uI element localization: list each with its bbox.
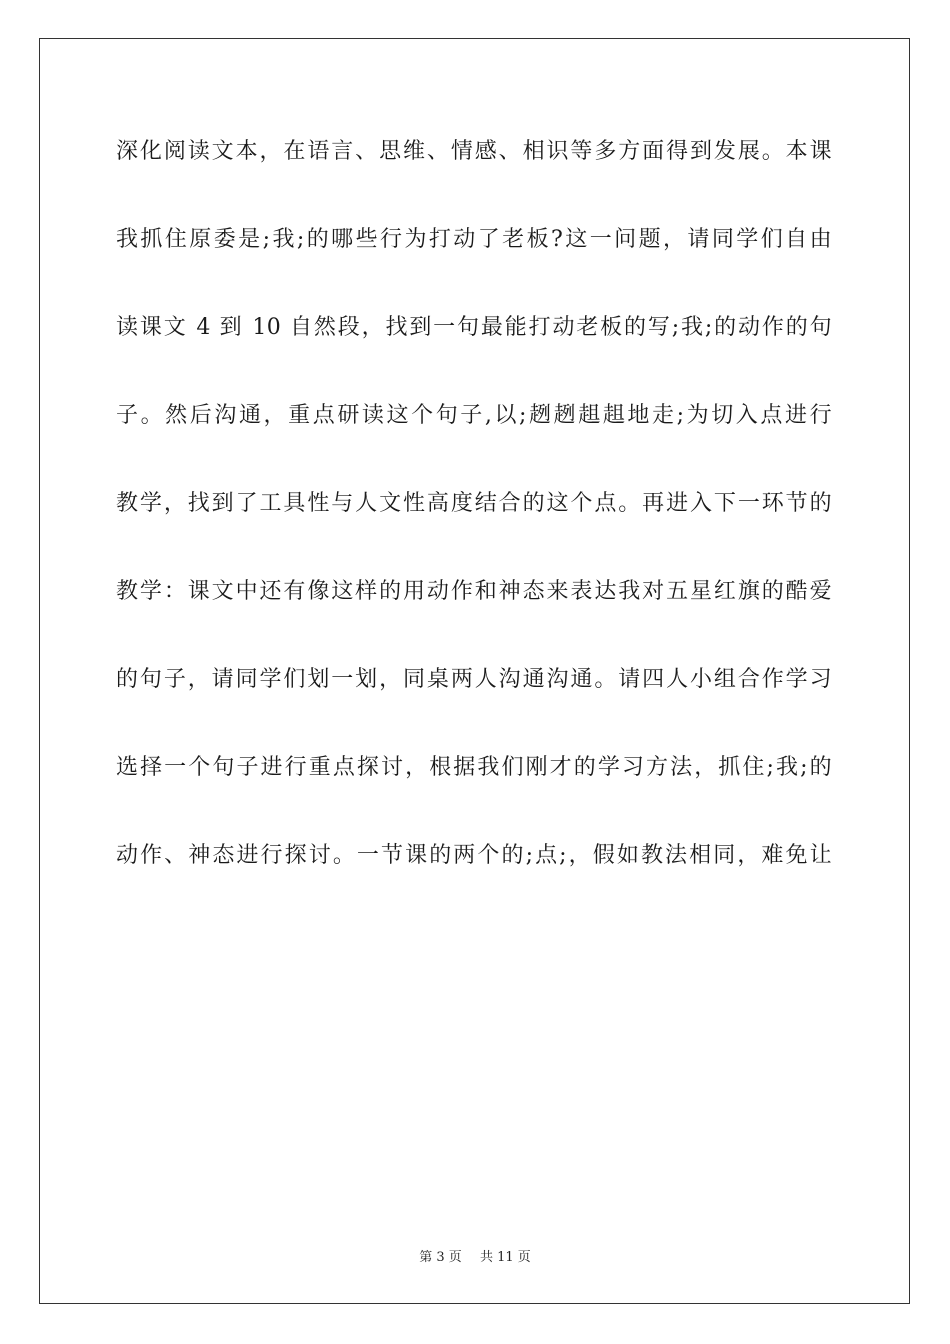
text-line: 动作、神态进行探讨。一节课的两个的;点;，假如教法相同，难免让	[116, 843, 832, 868]
text-line: 教学，找到了工具性与人文性高度结合的这个点。再进入下一环节的	[116, 491, 832, 516]
text-line: 选择一个句子进行重点探讨，根据我们刚才的学习方法，抓住;我;的	[116, 755, 832, 780]
page-footer	[0, 1246, 950, 1265]
text-line: 我抓住原委是;我;的哪些行为打动了老板?这一问题，请同学们自由	[116, 227, 832, 252]
page-number: 第 3 页	[419, 1250, 462, 1265]
text-line: 教学：课文中还有像这样的用动作和神态来表达我对五星红旗的酷爱	[116, 579, 832, 604]
document-body	[116, 124, 832, 916]
text-line: 子。然后沟通，重点研读这个句子,以;趔趔趄趄地走;为切入点进行	[116, 403, 832, 428]
page-total: 共 11 页	[479, 1250, 531, 1265]
text-line: 的句子，请同学们划一划，同桌两人沟通沟通。请四人小组合作学习	[116, 667, 832, 692]
text-line: 读课文 4 到 10 自然段，找到一句最能打动老板的写;我;的动作的句	[116, 315, 832, 340]
text-line: 深化阅读文本，在语言、思维、情感、相识等多方面得到发展。本课	[116, 139, 832, 164]
